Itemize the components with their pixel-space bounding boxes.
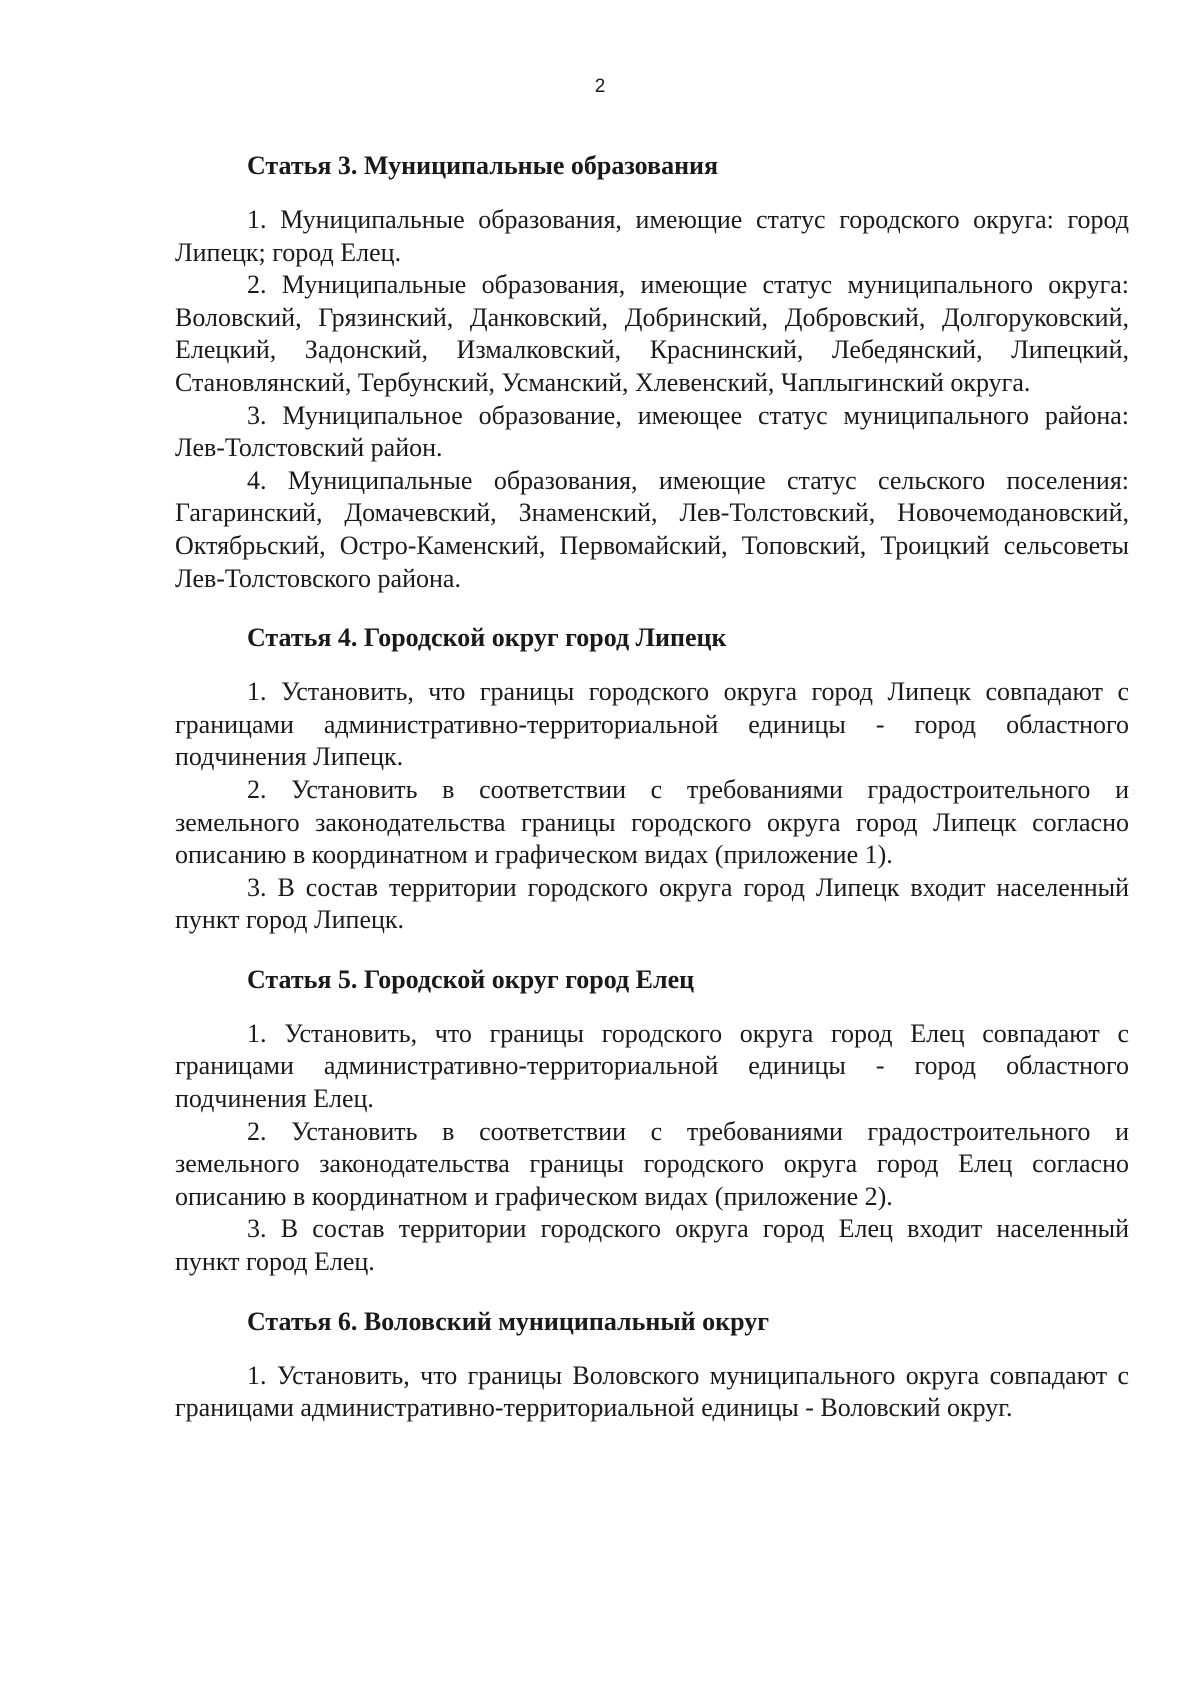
- paragraph: 2. Установить в соответствии с требованиями градостроительного и земельного законодательства границы городского округа город Елец согласно описанию в координатном и графическом видах (приложение 2).: [175, 1116, 1129, 1211]
- article-5: [175, 964, 1129, 1279]
- paragraph: 1. Установить, что границы городского округа город Липецк совпадают с границами административно-территориальной единицы - город областного подчинения Липецк.: [175, 677, 1129, 772]
- article-heading: Статья 5. Городской округ город Елец: [247, 964, 695, 994]
- article-4: [175, 622, 1129, 937]
- paragraph: 1. Установить, что границы Воловского муниципального округа совпадают с границами административно-территориальной единицы - Воловский округ.: [175, 1360, 1129, 1423]
- paragraph: 3. В состав территории городского округа город Липецк входит населенный пункт город Липецк.: [175, 872, 1129, 935]
- paragraph: 3. В состав территории городского округа город Елец входит населенный пункт город Елец.: [175, 1214, 1129, 1277]
- paragraph: 1. Установить, что границы городского округа город Елец совпадают с границами административно-территориальной единицы - город областного подчинения Елец.: [175, 1018, 1129, 1114]
- paragraph: 1. Муниципальные образования, имеющие статус городского округа: город Липецк; город Елец.: [175, 205, 1129, 267]
- paragraph: 2. Муниципальные образования, имеющие статус муниципального округа: Воловский, Грязинский, Данковский, Добринский, Добровский, Долгоруковский, Елецкий, Задонский, Измалковский, Краснинский, Лебедянский, Липецкий, Становлянский, Тербунский, Усманский, Хлевенский, Чаплыгинский округа.: [175, 270, 1129, 397]
- paragraph: 3. Муниципальное образование, имеющее статус муниципального района: Лев-Толстовский район.: [175, 400, 1129, 463]
- article-heading: Статья 6. Воловский муниципальный округ: [247, 1306, 770, 1336]
- paragraph: 4. Муниципальные образования, имеющие статус сельского поселения: Гагаринский, Домачевский, Знаменский, Лев-Толстовский, Новочемодановский, Октябрьский, Остро-Каменский, Первомайский, Топовский, Троицкий сельсоветы Лев-Толстовского района.: [175, 465, 1129, 593]
- paragraph: 2. Установить в соответствии с требованиями градостроительного и земельного законодательства границы городского округа город Липецк согласно описанию в координатном и графическом видах (приложение 1).: [175, 774, 1129, 870]
- page-number: 2: [594, 76, 606, 97]
- article-heading: Статья 3. Муниципальные образования: [247, 151, 719, 180]
- article-6: [175, 1306, 1129, 1425]
- document-body: [175, 150, 1129, 1425]
- article-heading: Статья 4. Городской округ город Липецк: [247, 623, 727, 653]
- article-3: [175, 150, 1129, 595]
